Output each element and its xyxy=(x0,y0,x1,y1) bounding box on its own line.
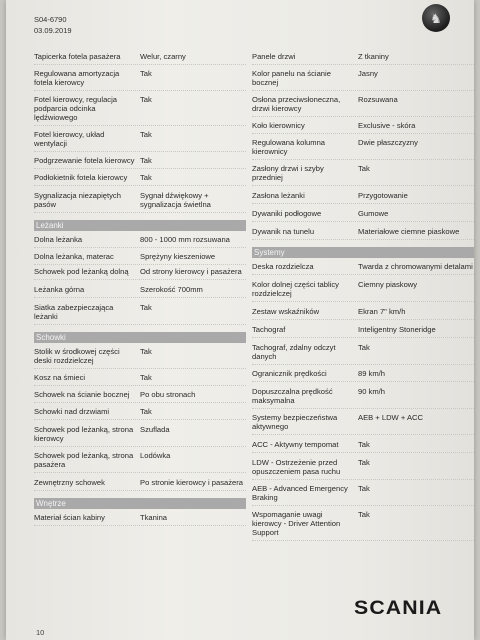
document-date: 03.09.2019 xyxy=(34,26,72,35)
spec-value: Ciemny piaskowy xyxy=(358,280,418,289)
spec-value: Tak xyxy=(140,69,152,78)
spec-label: Podgrzewanie fotela kierowcy xyxy=(34,156,135,165)
document-header xyxy=(34,14,72,36)
spec-value: Tak xyxy=(140,95,152,104)
spec-label: Schowek pod leżanką dolną xyxy=(34,267,129,276)
spec-value: Tak xyxy=(358,510,370,519)
spec-label: Regulowana amortyzacja fotela kierowcy xyxy=(34,69,120,87)
section-header: Systemy xyxy=(252,247,474,258)
spec-row xyxy=(34,91,246,126)
spec-label: Kolor dolnej części tablicy rozdzielczej xyxy=(252,280,339,298)
spec-value: Dwie płaszczyzny xyxy=(358,138,418,147)
document-page xyxy=(6,0,474,640)
spec-row xyxy=(34,280,246,298)
spec-value: Twarda z chromowanymi detalami xyxy=(358,262,473,271)
spec-row xyxy=(252,160,474,186)
spec-label: Regulowana kolumna kierownicy xyxy=(252,138,326,156)
section-header: Schowki xyxy=(34,332,246,343)
spec-value: Inteligentny Stoneridge xyxy=(358,325,436,334)
spec-value: Od strony kierowcy i pasażera xyxy=(140,267,242,276)
spec-row xyxy=(252,134,474,160)
spec-row xyxy=(252,117,474,134)
spec-row xyxy=(34,65,246,91)
spec-row xyxy=(252,435,474,453)
spec-row xyxy=(252,480,474,506)
spec-label: Schowki nad drzwiami xyxy=(34,407,110,416)
spec-row xyxy=(252,453,474,480)
spec-label: Tachograf xyxy=(252,325,286,334)
spec-label: Wspomaganie uwagi kierowcy - Driver Attention Support xyxy=(252,510,341,537)
spec-value: 800 - 1000 mm rozsuwana xyxy=(140,235,230,244)
spec-value: Welur, czarny xyxy=(140,52,186,61)
spec-label: Fotel kierowcy, układ wentylacji xyxy=(34,130,105,148)
spec-label: Panele drzwi xyxy=(252,52,296,61)
spec-row xyxy=(34,473,246,491)
spec-row xyxy=(252,338,474,365)
spec-row xyxy=(34,511,246,526)
spec-row xyxy=(34,403,246,420)
spec-value: Sprężyny kieszeniowe xyxy=(140,252,216,261)
spec-row xyxy=(252,320,474,338)
spec-value: Tak xyxy=(358,343,370,352)
spec-label: Stolik w środkowej części deski rozdzielczej xyxy=(34,347,120,365)
spec-row xyxy=(252,260,474,275)
spec-value: Tak xyxy=(140,173,152,182)
spec-value: 89 km/h xyxy=(358,369,386,378)
spec-value: Tak xyxy=(140,407,152,416)
spec-label: Kosz na śmieci xyxy=(34,373,86,382)
scania-griffin-logo-icon: ♞ xyxy=(422,4,450,32)
spec-value: Rozsuwana xyxy=(358,95,398,104)
spec-label: Zewnętrzny schowek xyxy=(34,478,105,487)
document-code: S04-6790 xyxy=(34,15,67,24)
right-spec-column xyxy=(252,48,474,541)
spec-value: AEB + LDW + ACC xyxy=(358,413,423,422)
spec-value: Szerokość 700mm xyxy=(140,285,203,294)
spec-row xyxy=(252,65,474,91)
spec-row xyxy=(34,169,246,186)
spec-value: Tak xyxy=(358,164,370,173)
spec-value: 90 km/h xyxy=(358,387,386,396)
spec-label: Schowek na ścianie bocznej xyxy=(34,390,130,399)
spec-label: Koło kierownicy xyxy=(252,121,305,130)
spec-label: Tachograf, zdalny odczyt danych xyxy=(252,343,336,361)
spec-value: Tak xyxy=(140,303,152,312)
spec-row xyxy=(34,447,246,473)
spec-value: Tak xyxy=(358,458,370,467)
spec-value: Przygotowanie xyxy=(358,191,408,200)
spec-label: Dolna leżanka, materac xyxy=(34,252,114,261)
spec-row xyxy=(252,186,474,204)
spec-value: Po stronie kierowcy i pasażera xyxy=(140,478,243,487)
spec-row xyxy=(34,48,246,65)
spec-value: Tak xyxy=(140,130,152,139)
scania-wordmark: SCANIA xyxy=(354,598,443,619)
spec-row xyxy=(252,382,474,409)
spec-row xyxy=(252,275,474,302)
spec-label: Zasłona leżanki xyxy=(252,191,305,200)
spec-label: Dopuszczalna prędkość maksymalna xyxy=(252,387,333,405)
spec-value: Tak xyxy=(358,484,370,493)
spec-value: Tak xyxy=(140,347,152,356)
spec-label: Deska rozdzielcza xyxy=(252,262,314,271)
spec-value: Jasny xyxy=(358,69,378,78)
spec-row xyxy=(34,152,246,169)
spec-value: Szuflada xyxy=(140,425,170,434)
spec-value: Tak xyxy=(140,373,152,382)
spec-row xyxy=(34,345,246,369)
spec-label: Ogranicznik prędkości xyxy=(252,369,327,378)
spec-row xyxy=(34,248,246,265)
spec-row xyxy=(34,420,246,447)
section-header: Leżanki xyxy=(34,220,246,231)
spec-row xyxy=(34,386,246,403)
spec-row xyxy=(34,126,246,152)
spec-label: Dolna leżanka xyxy=(34,235,83,244)
spec-label: Sygnalizacja niezapiętych pasów xyxy=(34,191,121,209)
spec-row xyxy=(34,298,246,325)
page-number: 10 xyxy=(36,628,45,637)
spec-row xyxy=(252,302,474,320)
spec-row xyxy=(252,506,474,541)
spec-row xyxy=(252,409,474,435)
spec-label: Materiał ścian kabiny xyxy=(34,513,105,522)
spec-row xyxy=(252,91,474,117)
spec-label: AEB - Advanced Emergency Braking xyxy=(252,484,348,502)
spec-label: Schowek pod leżanką, strona pasażera xyxy=(34,451,134,469)
spec-row xyxy=(252,365,474,382)
spec-label: Siatka zabezpieczająca leżanki xyxy=(34,303,114,321)
spec-row xyxy=(252,48,474,65)
spec-label: Dywaniki podłogowe xyxy=(252,209,322,218)
spec-label: Kolor panelu na ścianie bocznej xyxy=(252,69,331,87)
spec-label: Schowek pod leżanką, strona kierowcy xyxy=(34,425,134,443)
spec-row xyxy=(34,265,246,280)
left-spec-column xyxy=(34,48,246,526)
spec-value: Tkanina xyxy=(140,513,168,522)
spec-label: Podłokietnik fotela kierowcy xyxy=(34,173,128,182)
spec-value: Exclusive - skóra xyxy=(358,121,416,130)
spec-label: Osłona przeciwsłoneczna, drzwi kierowcy xyxy=(252,95,341,113)
spec-label: Leżanka górna xyxy=(34,285,85,294)
spec-value: Po obu stronach xyxy=(140,390,196,399)
spec-row xyxy=(34,233,246,248)
spec-label: Systemy bezpieczeństwa aktywnego xyxy=(252,413,338,431)
spec-label: Fotel kierowcy, regulacja podparcia odcinka lędźwiowego xyxy=(34,95,118,122)
spec-row xyxy=(252,204,474,222)
spec-label: Dywanik na tunelu xyxy=(252,227,315,236)
spec-value: Tak xyxy=(140,156,152,165)
spec-value: Ekran 7" km/h xyxy=(358,307,406,316)
spec-label: LDW - Ostrzeżenie przed opuszczeniem pasa ruchu xyxy=(252,458,341,476)
spec-row xyxy=(34,369,246,386)
spec-label: Zestaw wskaźników xyxy=(252,307,320,316)
spec-row xyxy=(252,222,474,240)
spec-label: ACC - Aktywny tempomat xyxy=(252,440,339,449)
spec-label: Tapicerka fotela pasażera xyxy=(34,52,121,61)
spec-value: Lodówka xyxy=(140,451,171,460)
spec-value: Sygnał dźwiękowy + sygnalizacja świetlna xyxy=(140,191,211,209)
spec-value: Materiałowe ciemne piaskowe xyxy=(358,227,460,236)
spec-value: Z tkaniny xyxy=(358,52,389,61)
section-header: Wnętrze xyxy=(34,498,246,509)
spec-label: Zasłony drzwi i szyby przedniej xyxy=(252,164,324,182)
spec-row xyxy=(34,186,246,213)
spec-value: Tak xyxy=(358,440,370,449)
spec-value: Gumowe xyxy=(358,209,389,218)
